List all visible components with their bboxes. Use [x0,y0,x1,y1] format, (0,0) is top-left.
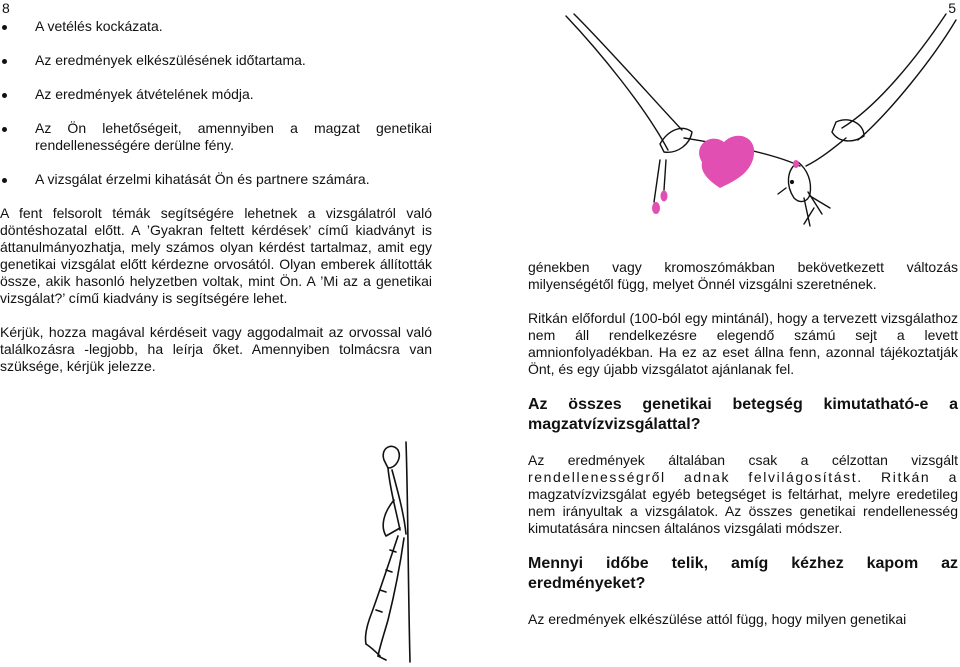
pink-foot-left [652,202,660,214]
right-horn-outline [858,20,956,140]
leaning-figure-illustration [350,440,435,665]
left-column [0,18,432,392]
bullet-list [0,18,432,188]
bullet-item: Az Ön lehetőségeit, amennyiben a magzat genetikai rendellenességére derülne fény. [0,120,432,154]
pink-foot-right [661,191,668,202]
results-paragraph [528,452,958,537]
hanging-figure-illustration [560,12,960,242]
bullet-item: A vetélés kockázata. [0,18,432,35]
wall-line [406,442,410,662]
right-column [528,259,958,645]
bullet-item: Az eredmények átvételének módja. [0,86,432,103]
results-line-3: magzatvízvizsgálat egyéb betegséget is feltárhat, melyre eredetileg nem irányultak a vizsgálatok. Az összes genetikai rendellenesség kimutatására nincsen általános vizsgálati módszer. [528,486,958,536]
decision-paragraph: A fent felsorolt témák segítségére lehetnek a vizsgálatról való döntéshozatal előtt. A ’Gyakran feltett kérdések’ című kiadványt is áttanulmányozhatja, mely számos olyan kérdést tartalmaz, amit egy genetikai vizsgálat előtt kérdezne orvosától. Olyan emberek állították össze, akik hasonló helyzetben voltak, mint Ön. A ’Mi az a genetikai vizsgálat?’ című kiadvány is segítségére lehet. [0,205,432,306]
pink-blob [699,136,754,188]
left-horn-outline [566,16,668,150]
results-line-1: Az eredmények általában csak a célzottan vizsgált [528,452,958,468]
page-number-left: 8 [2,0,10,16]
results-line-2: rendellenességről adnak felvilágosítást. Ritkán a [528,469,958,485]
bullet-item: A vizsgálat érzelmi kihatását Ön és partnere számára. [0,171,432,188]
questions-paragraph: Kérjük, hozza magával kérdéseit vagy aggodalmait az orvossal való találkozásra -legjobb, ha leírja őket. Amennyiben tolmácsra van szüksége, kérjük jelezze. [0,324,432,374]
heading-result-time: Mennyi időbe telik, amíg kézhez kapom az eredményeket? [528,555,958,592]
cell-sample-paragraph: Ritkán előfordul (100-ból egy mintánál), hogy a tervezett vizsgálathoz nem áll rendelkezésre elegendő számú sejt a levett amnionfolyadékban. Ha ez az eset állna fenn, azonnal tájékoztatják Önt, és egy újabb vizsgálatot ajánlanak fel. [528,310,958,377]
result-time-paragraph: Az eredmények elkészülése attól függ, hogy milyen genetikai [528,611,907,627]
continuation-paragraph: génekben vagy kromoszómákban bekövetkezett változás milyenségétől függ, melyet Önnél vizsgálni szeretnének. [528,259,958,292]
heading-all-diseases: Az összes genetikai betegség kimutatható-e a magzatvízvizsgálattal? [528,396,958,433]
figure-head-outline [383,446,399,468]
page-number-right: 5 [948,0,956,16]
bullet-item: Az eredmények elkészülésének időtartama. [0,52,432,69]
